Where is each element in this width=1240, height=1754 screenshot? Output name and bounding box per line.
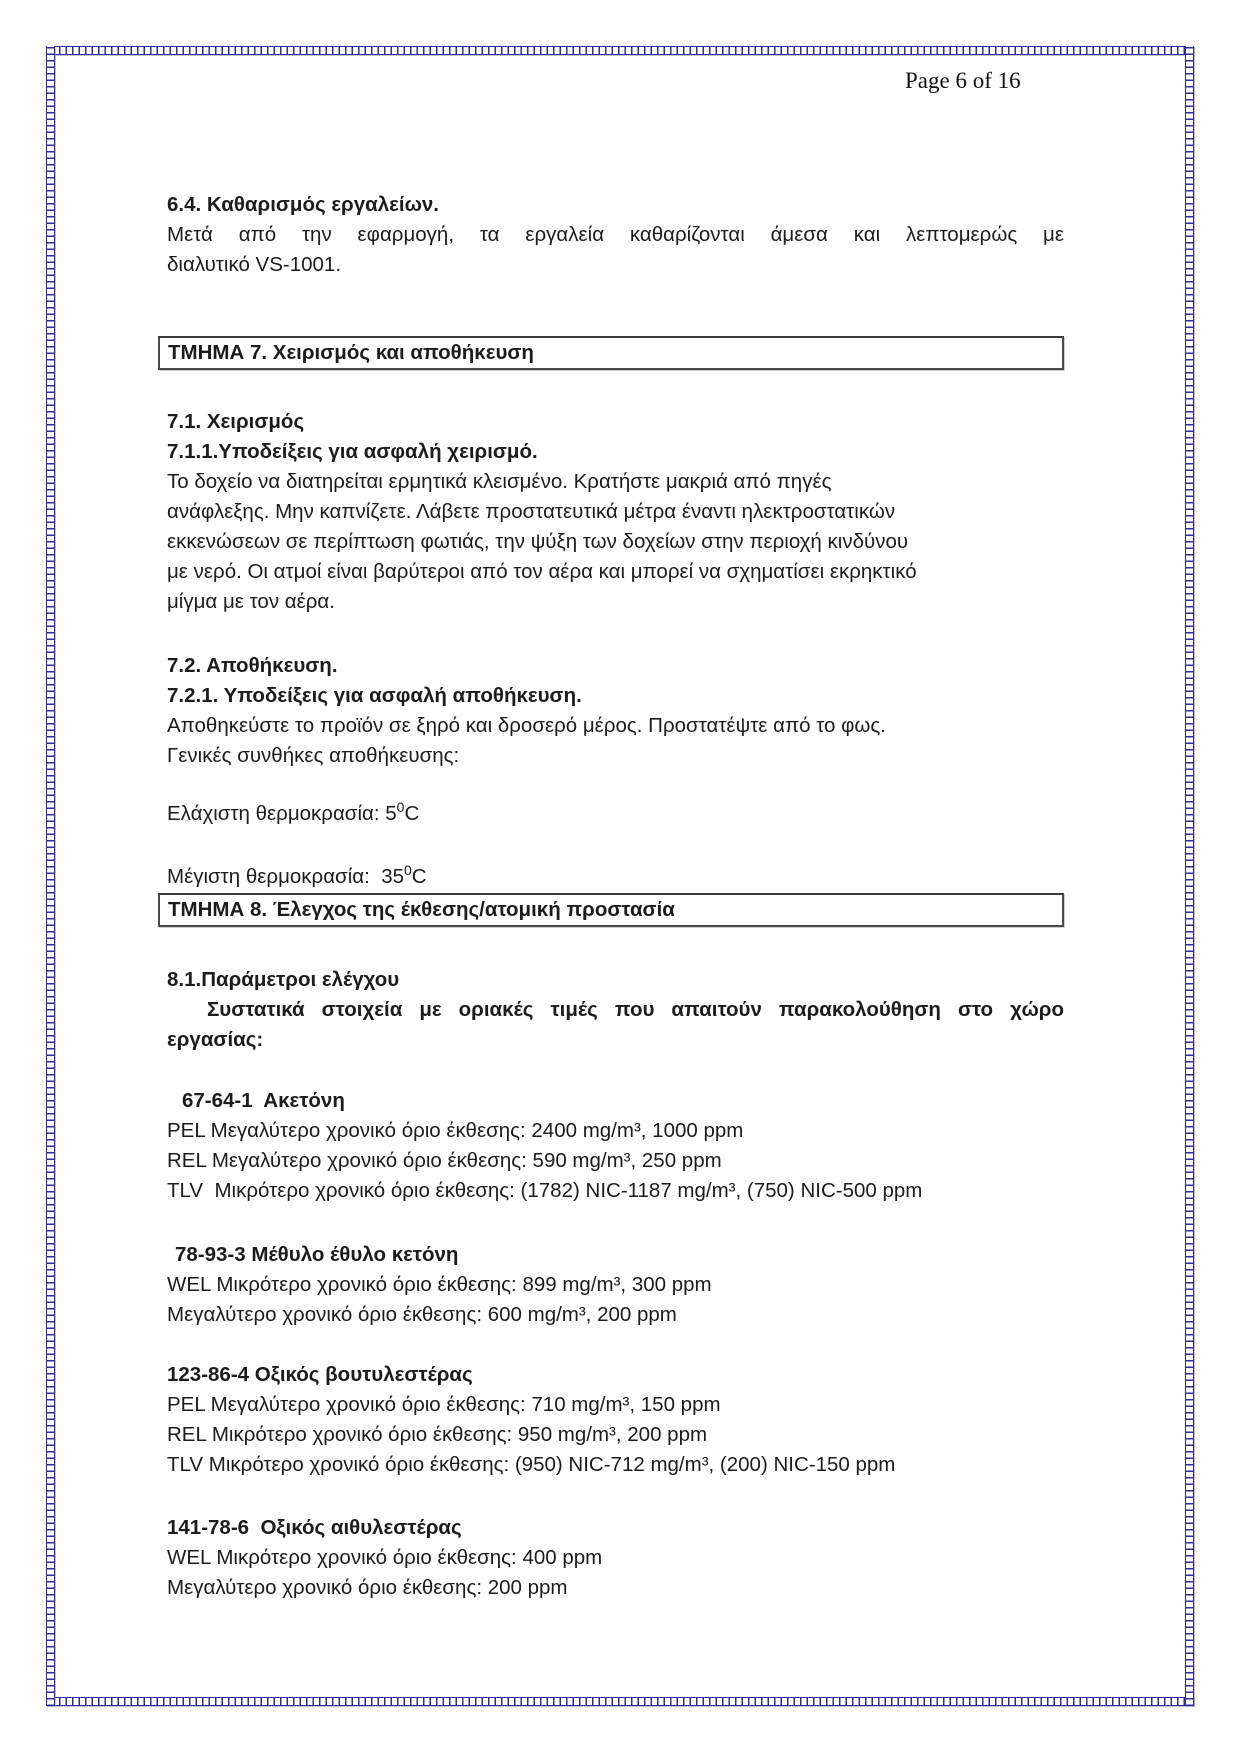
substance-heading: 141-78-6 Οξικός αιθυλεστέρας <box>167 1516 462 1539</box>
paragraph-7-1-1-line: με νερό. Οι ατμοί είναι βαρύτεροι από τον αέρα και μπορεί να σχηματίσει εκρηκτικό <box>167 560 917 583</box>
page-border-right <box>1185 46 1194 1706</box>
paragraph-8-1-line: εργασίας: <box>167 1028 264 1051</box>
heading-7-1-1: 7.1.1.Υποδείξεις για ασφαλή χειρισμό. <box>167 440 538 463</box>
exposure-limit-line: TLV Μικρότερο χρονικό όριο έκθεσης: (1782) NIC-1187 mg/m³, (750) NIC-500 ppm <box>167 1179 923 1202</box>
max-temperature-unit: C <box>411 865 427 888</box>
heading-7-2-1: 7.2.1. Υποδείξεις για ασφαλή αποθήκευση. <box>167 684 582 707</box>
paragraph-7-1-1-line: ανάφλεξης. Μην καπνίζετε. Λάβετε προστατευτικά μέτρα έναντι ηλεκτροστατικών <box>167 500 896 523</box>
heading-6-4: 6.4. Καθαρισμός εργαλείων. <box>167 193 439 216</box>
page-content <box>167 190 1064 1603</box>
paragraph-7-1-1-line: εκκενώσεων σε περίπτωση φωτιάς, την ψύξη των δοχείων στην περιοχή κινδύνου <box>167 530 909 553</box>
paragraph-7-1-1-line: μίγμα με τον αέρα. <box>167 590 335 613</box>
max-temperature-line <box>167 862 1064 893</box>
exposure-limit-line: WEL Μικρότερο χρονικό όριο έκθεσης: 899 mg/m³, 300 ppm <box>167 1273 712 1296</box>
heading-7-2: 7.2. Αποθήκευση. <box>167 654 338 677</box>
min-temperature-superscript: 0 <box>396 799 405 815</box>
exposure-limit-line: TLV Μικρότερο χρονικό όριο έκθεσης: (950) NIC-712 mg/m³, (200) NIC-150 ppm <box>167 1453 896 1476</box>
paragraph-7-1-1-line: Το δοχείο να διατηρείται ερμητικά κλεισμένο. Κρατήστε μακριά από πηγές <box>167 470 832 493</box>
max-temperature-label: Μέγιστη θερμοκρασία: 35 <box>167 865 404 888</box>
heading-8-1: 8.1.Παράμετροι ελέγχου <box>167 968 400 991</box>
exposure-limit-line: PEL Μεγαλύτερο χρονικό όριο έκθεσης: 710 mg/m³, 150 ppm <box>167 1393 721 1416</box>
section-7-title-box <box>158 336 1064 370</box>
min-temperature-line <box>167 799 1064 830</box>
paragraph-7-2-1-line: Αποθηκεύστε το προϊόν σε ξηρό και δροσερό μέρος. Προστατέψτε από το φως. <box>167 714 886 737</box>
heading-7-1: 7.1. Χειρισμός <box>167 410 305 433</box>
page-border-left <box>46 46 55 1706</box>
paragraph-6-4-line: διαλυτικό VS-1001. <box>167 253 342 276</box>
substance-heading: 78-93-3 Μέθυλο έθυλο κετόνη <box>175 1243 459 1266</box>
section-7-title: ΤΜΗΜΑ 7. Χειρισμός και αποθήκευση <box>168 341 534 364</box>
exposure-limit-line: PEL Μεγαλύτερο χρονικό όριο έκθεσης: 2400 mg/m³, 1000 ppm <box>167 1119 744 1142</box>
min-temperature-unit: C <box>404 802 420 825</box>
exposure-limit-line: Μεγαλύτερο χρονικό όριο έκθεσης: 600 mg/m³, 200 ppm <box>167 1303 677 1326</box>
page-border-bottom <box>46 1697 1194 1706</box>
section-8-title-box <box>158 893 1064 927</box>
min-temperature-label: Ελάχιστη θερμοκρασία: 5 <box>167 802 397 825</box>
paragraph-6-4-line: Μετά από την εφαρμογή, τα εργαλεία καθαρίζονται άμεσα και λεπτομερώς με <box>167 223 1064 246</box>
substance-heading: 123-86-4 Οξικός βουτυλεστέρας <box>167 1363 473 1386</box>
paragraph-7-2-1-line: Γενικές συνθήκες αποθήκευσης: <box>167 744 460 767</box>
max-temperature-superscript: 0 <box>404 862 412 878</box>
section-8-title: ΤΜΗΜΑ 8. Έλεγχος της έκθεσης/ατομική προστασία <box>168 898 675 921</box>
substance-heading: 67-64-1 Ακετόνη <box>182 1089 345 1112</box>
exposure-limit-line: Μεγαλύτερο χρονικό όριο έκθεσης: 200 ppm <box>167 1576 568 1599</box>
exposure-limit-line: REL Μεγαλύτερο χρονικό όριο έκθεσης: 590 mg/m³, 250 ppm <box>167 1149 722 1172</box>
exposure-limit-line: REL Μικρότερο χρονικό όριο έκθεσης: 950 mg/m³, 200 ppm <box>167 1423 708 1446</box>
exposure-limit-line: WEL Μικρότερο χρονικό όριο έκθεσης: 400 ppm <box>167 1546 603 1569</box>
paragraph-8-1-line: Συστατικά στοιχεία με οριακές τιμές που απαιτούν παρακολούθηση στο χώρο <box>207 998 1064 1021</box>
page-border-top <box>46 46 1194 55</box>
page-number: Page 6 of 16 <box>905 68 1021 93</box>
